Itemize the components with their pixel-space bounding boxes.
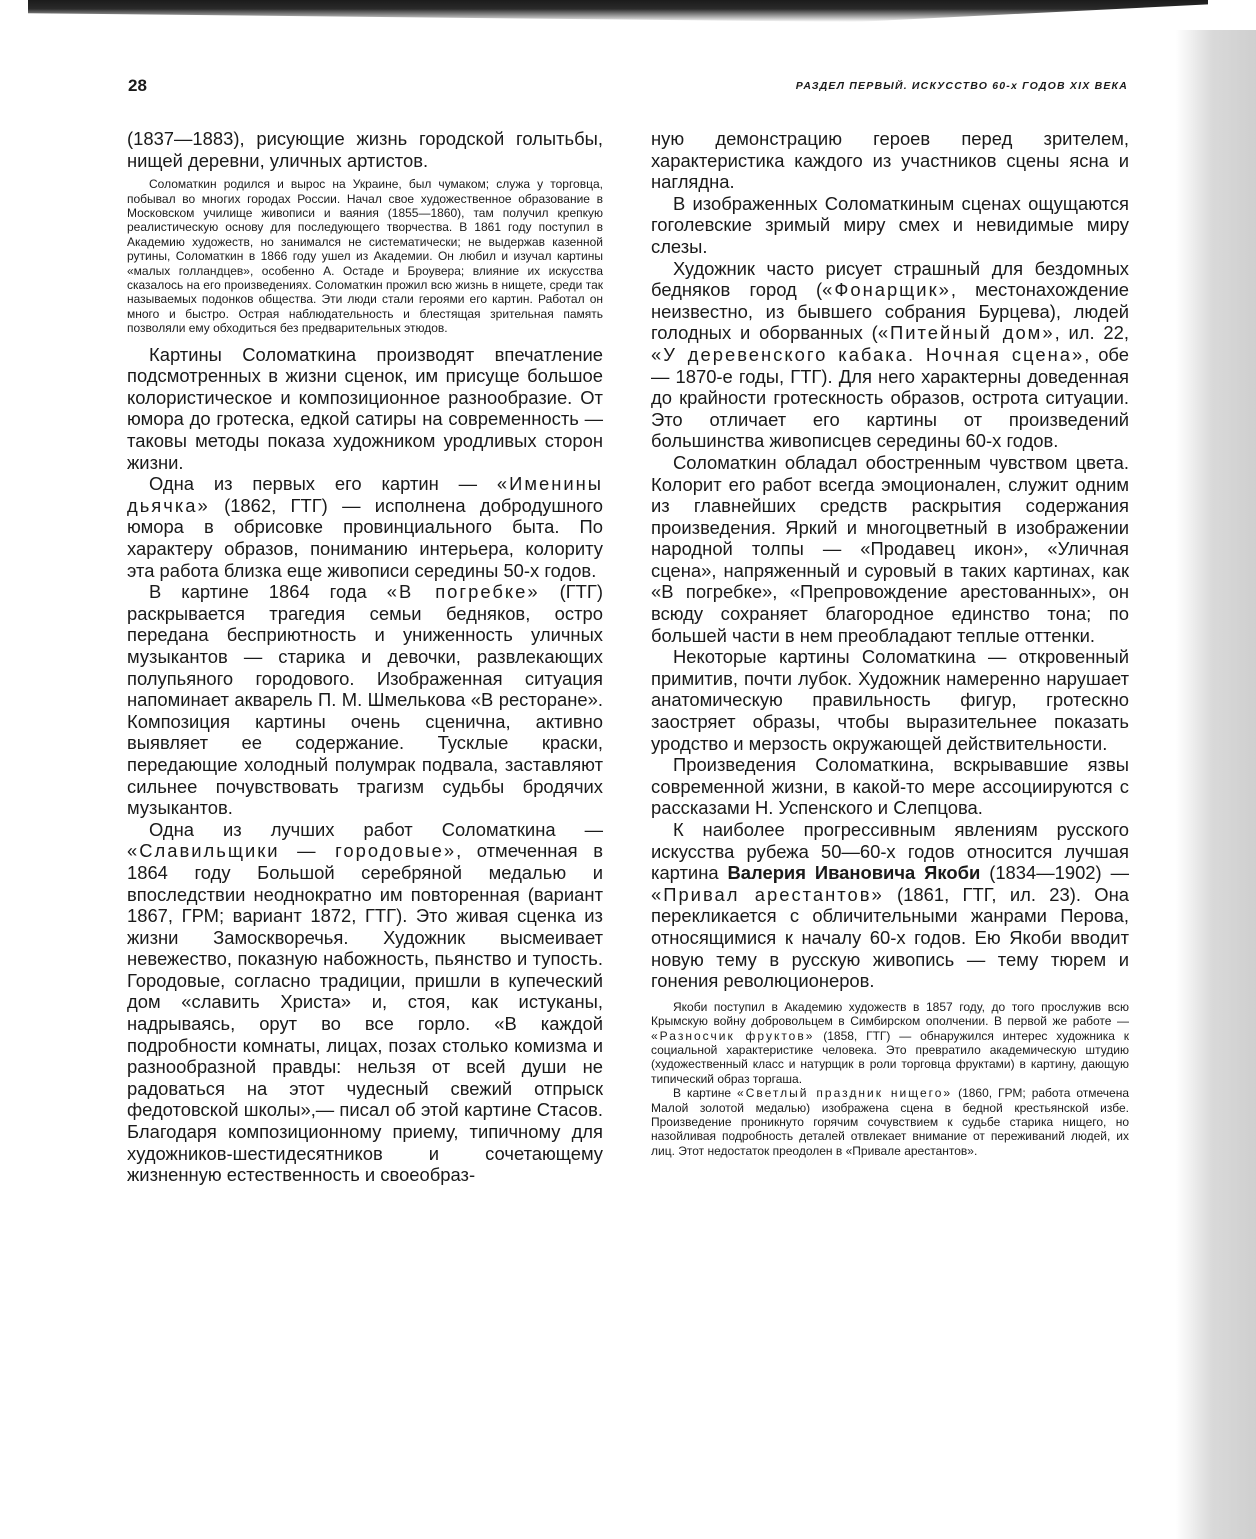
footnote-paragraph xyxy=(651,1000,1129,1086)
paragraph: ную демонстрацию героев перед зрителем, характеристика каждого из участников сцены ясна и наглядна. xyxy=(651,128,1129,193)
text-run: , ил. 22, xyxy=(1054,322,1130,344)
footnote-paragraph: Соломаткин родился и вырос на Украине, был чумаком; служа у торговца, побывал во многих городах России. Начал свое художественное образование в Московском училище живописи и ваяния (1855—1860), там получил крепкую реалистическую основу для последующего творчества. В 1861 году поступил в Академию художеств, но занимался не систематически; не выдержав казенной рутины, Соломаткин в 1866 году ушел из Академии. Он любил и изучал картины «малых голландцев», особенно А. Остаде и Броувера; влияние их искусства сказалось на его произведениях. Соломаткин прожил всю жизнь в нищете, среди так называемых подонков общества. Эти люди стали героями его картин. Работал он много и быстро. Острая наблюдательность и блестящая зрительная память позволяли ему обходиться без предварительных этюдов. xyxy=(127,177,603,336)
text-run: К наиболее прогрессивным явлениям русского искусства рубежа 50—60-х годов относится лучшая картина xyxy=(651,819,1129,884)
text-run: В картине xyxy=(673,1086,738,1101)
text-run: Якоби поступил в Академию художеств в 1857 году, до того прослужив всю Крымскую войну добровольцем в Симбирском ополчении. В первой же работе — xyxy=(651,999,1129,1029)
page-number: 28 xyxy=(128,76,147,95)
artwork-title: «Именины дьячка» xyxy=(127,473,603,516)
artwork-title: «В погребке» xyxy=(386,581,540,603)
footnote-paragraph xyxy=(651,1086,1129,1158)
scan-top-shadow xyxy=(28,0,1208,22)
scan-right-edge xyxy=(1176,30,1256,1539)
text-run: , отмеченная в 1864 году Большой серебряной медалью и впоследствии неоднократно им повторенная (вариант 1867, ГРМ; вариант 1872, ГТГ). Это живая сценка из жизни Замоскворечья. Художник высмеивает невежество, показную набожность, пьянство и тупость. Городовые, согласно традиции, пришли в купеческий дом «славить Христа» и, стоя, как истуканы, надрываясь, орут во все горло. «В каждой подробности комнаты, лицах, позах столько комизма и разнообразной правды: нельзя от всей души не радоваться на этот чудесный свежий отпрыск федотовской школы»,— писал об этой картине Стасов. Благодаря композиционному приему, типичному для художников-шестидесятников и сочетающему жизненную естественность и своеобраз- xyxy=(127,840,603,1186)
text-run: (ГТГ) раскрывается трагедия семьи бедняков, остро передана бесприютность и униженность уличных музыкантов — старика и девочки, развлекающих полупьяного городового. Изображенная ситуация напоминает акварель П. М. Шмелькова «В ресторане». Композиция картины очень сценична, активно выявляет ее содержание. Тусклые краски, передающие холодный полумрак подвала, заставляют сильнее почувствовать трагизм судьбы бродячих музыкантов. xyxy=(127,581,603,819)
paragraph: (1837—1883), рисующие жизнь городской голытьбы, нищей деревни, уличных артистов. xyxy=(127,128,603,171)
page-header xyxy=(128,76,1128,100)
text-run: Одна из первых его картин — xyxy=(149,473,497,495)
artwork-title: «Славильщики — городовые» xyxy=(127,840,457,862)
paragraph: Картины Соломаткина производят впечатление подсмотренных в жизни сценок, им присуще большое колористическое и композиционное разнообразие. От юмора до гротеска, едкой сатиры на современность — таковы методы показа художником уродливых сторон жизни. xyxy=(127,343,603,473)
paragraph: Произведения Соломаткина, вскрывавшие язвы современной жизни, в какой-то мере ассоциируются с рассказами Н. Успенского и Слепцова. xyxy=(651,754,1129,819)
artwork-title: «Питейный дом» xyxy=(877,322,1055,344)
paragraph xyxy=(651,819,1129,992)
paragraph xyxy=(127,581,603,819)
paragraph xyxy=(651,258,1129,452)
right-column xyxy=(651,128,1129,1158)
text-run: Художник часто рисует страшный для бездомных бедняков город ( xyxy=(651,257,1129,301)
artwork-title: «Фонарщик» xyxy=(822,279,951,301)
paragraph xyxy=(127,819,603,1186)
paragraph: Соломаткин обладал обостренным чувством цвета. Колорит его работ всегда эмоционален, служит одним из главнейших средств раскрытия содержания произведения. Яркий и многоцветный в изображении народной толпы — «Продавец икон», «Уличная сцена», напряженный и суровый в таких картинах, как «В погребке», «Препровождение арестованных», он всюду сохраняет благородное единство тона; по большей части в нем преобладают теплые оттенки. xyxy=(651,451,1129,646)
text-run: (1861, ГТГ, ил. 23). Она перекликается с обличительными жанрами Перова, относящимися к началу 60-х годов. Ею Якоби вводит новую тему в русскую живопись — тему тюрем и гонения революционеров. xyxy=(651,883,1129,992)
paragraph xyxy=(127,473,603,581)
text-run: , обе — 1870-е годы, ГТГ). Для него характерны доведенная до крайности гротескность образов, острота ситуации. Это отличает его картины от произведений большинства живописцев середины 60-х годов. xyxy=(651,343,1129,452)
text-run: , местонахождение неизвестно, из бывшего собрания Бурцева), людей голодных и оборванных ( xyxy=(651,279,1130,344)
text-run: (1860, ГРМ; работа отмечена Малой золотой медалью) изображена сцена в бедной крестьянской избе. Произведение проникнуто горячим сочувствием к судьбе старика нищего, но назойливая подробность деталей отвлекает внимание от переживаний людей, их лиц. Этот недостаток преодолен в «Привале арестантов». xyxy=(651,1086,1129,1158)
paragraph: Некоторые картины Соломаткина — откровенный примитив, почти лубок. Художник намеренно нарушает анатомическую правильность фигур, гротескно заостряет образы, чтобы выразительнее показать уродство и мерзость окружающей действительности. xyxy=(651,646,1129,754)
left-column xyxy=(127,128,603,1186)
artwork-title: «Привал арестантов» xyxy=(651,883,884,905)
artist-name: Валерия Ивановича Якоби xyxy=(727,862,981,884)
text-run: (1858, ГТГ) — обнаружился интерес художника к социальной характеристике человека. Это превратило академическую штудию (художественный класс и натурщик в роли торговца фруктами) в картину, дающую типический образ торгаша. xyxy=(651,1028,1129,1086)
artwork-title: «У деревенского кабака. Ночная сцена» xyxy=(651,343,1085,365)
text-run: В картине 1864 года xyxy=(149,581,387,603)
artwork-title: «Разносчик фруктов» xyxy=(651,1028,815,1043)
text-run: Одна из лучших работ Соломаткина — xyxy=(149,818,603,840)
artwork-title: «Светлый праздник нищего» xyxy=(737,1086,953,1101)
text-run: (1862, ГТГ) — исполнена добродушного юмора в обрисовке провинциального быта. По характеру образов, пониманию интерьера, колориту эта работа близка еще живописи середины 50-х годов. xyxy=(127,494,603,581)
text-run: (1834—1902) — xyxy=(980,862,1129,884)
running-head: РАЗДЕЛ ПЕРВЫЙ. ИСКУССТВО 60-х ГОДОВ XIX ВЕКА xyxy=(795,80,1128,92)
paragraph: В изображенных Соломаткиным сценах ощущаются гоголевские зримый миру смех и невидимые миру слезы. xyxy=(651,192,1129,257)
